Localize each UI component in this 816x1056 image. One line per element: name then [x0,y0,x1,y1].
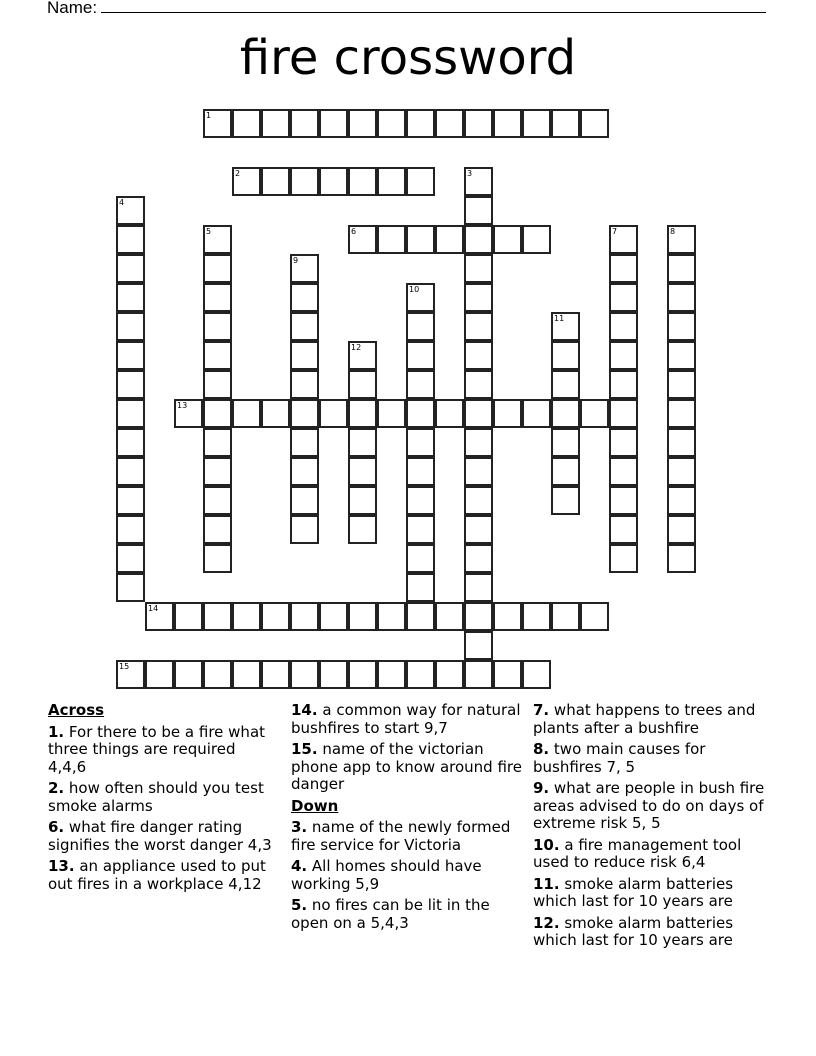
grid-cell[interactable] [406,573,435,602]
grid-cell[interactable] [203,428,232,457]
grid-cell[interactable] [464,660,493,689]
clue-down-9: 9. what are people in bush fire areas advised to do on days of extreme risk 5, 5 [533,779,765,832]
grid-cell[interactable] [232,109,261,138]
grid-cell[interactable] [232,660,261,689]
grid-cell[interactable] [667,225,696,254]
grid-cell[interactable] [493,602,522,631]
grid-cell[interactable] [116,370,145,399]
grid-cell[interactable] [435,225,464,254]
grid-cell[interactable] [290,167,319,196]
grid-cell[interactable] [406,109,435,138]
grid-cell[interactable] [290,370,319,399]
clue-number: 14 [148,604,159,613]
grid-cell[interactable] [290,109,319,138]
grid-cell[interactable] [609,486,638,515]
grid-cell[interactable] [609,399,638,428]
grid-cell[interactable] [493,225,522,254]
grid-cell[interactable] [290,341,319,370]
grid-cell[interactable] [203,283,232,312]
clue-number: 1 [206,111,212,120]
clue-down-10: 10. a fire management tool used to reduce risk 6,4 [533,835,742,871]
grid-cell[interactable] [348,486,377,515]
clue-number: 12 [351,343,362,352]
grid-cell[interactable] [667,486,696,515]
grid-cell[interactable] [145,602,174,631]
clue-number: 4 [119,198,125,207]
grid-cell[interactable] [551,109,580,138]
grid-cell[interactable] [261,399,290,428]
grid-cell[interactable] [609,312,638,341]
grid-cell[interactable] [551,428,580,457]
grid-cell[interactable] [464,544,493,573]
grid-cell[interactable] [551,370,580,399]
grid-cell[interactable] [551,312,580,341]
clue-down-4: 4. All homes should have working 5,9 [291,857,482,893]
grid-cell[interactable] [290,254,319,283]
grid-cell[interactable] [348,660,377,689]
grid-cell[interactable] [261,167,290,196]
grid-cell[interactable] [464,573,493,602]
grid-cell[interactable] [261,109,290,138]
grid-cell[interactable] [522,225,551,254]
grid-cell[interactable] [609,283,638,312]
across-heading: Across [48,701,105,719]
grid-cell[interactable] [464,341,493,370]
grid-cell[interactable] [116,254,145,283]
grid-cell[interactable] [290,660,319,689]
grid-cell[interactable] [580,109,609,138]
grid-cell[interactable] [319,660,348,689]
grid-cell[interactable] [406,341,435,370]
grid-cell[interactable] [464,631,493,660]
grid-cell[interactable] [464,399,493,428]
clue-down-8: 8. two main causes for bushfires 7, 5 [533,740,706,776]
grid-cell[interactable] [290,312,319,341]
grid-cell[interactable] [667,341,696,370]
grid-cell[interactable] [435,109,464,138]
grid-cell[interactable] [667,370,696,399]
grid-cell[interactable] [406,312,435,341]
grid-cell[interactable] [203,486,232,515]
grid-cell[interactable] [435,660,464,689]
grid-cell[interactable] [406,225,435,254]
grid-cell[interactable] [406,544,435,573]
grid-cell[interactable] [464,602,493,631]
grid-cell[interactable] [464,109,493,138]
clue-number: 13 [177,401,188,410]
grid-cell[interactable] [667,544,696,573]
grid-cell[interactable] [377,109,406,138]
clue-across-13: 13. an appliance used to put out fires in a workplace 4,12 [48,857,266,893]
clue-down-7: 7. what happens to trees and plants after a bushfire [533,701,756,737]
grid-cell[interactable] [406,428,435,457]
clue-across-14: 14. a common way for natural bushfires to start 9,7 [291,701,521,737]
grid-cell[interactable] [116,573,145,602]
clue-down-12: 12. smoke alarm batteries which last for 10 years are [533,913,734,949]
grid-cell[interactable] [232,602,261,631]
grid-cell[interactable] [116,196,145,225]
grid-cell[interactable] [174,602,203,631]
grid-cell[interactable] [464,283,493,312]
grid-cell[interactable] [493,660,522,689]
clue-across-2: 2. how often should you test smoke alarms [48,779,264,815]
grid-cell[interactable] [522,399,551,428]
grid-cell[interactable] [203,109,232,138]
grid-cell[interactable] [464,515,493,544]
grid-cell[interactable] [261,602,290,631]
clues-column-3 [533,702,769,954]
clue-number: 8 [670,227,676,236]
grid-cell[interactable] [203,457,232,486]
grid-cell[interactable] [464,312,493,341]
grid-cell[interactable] [406,283,435,312]
grid-cell[interactable] [319,167,348,196]
grid-cell[interactable] [116,515,145,544]
grid-cell[interactable] [348,428,377,457]
grid-cell[interactable] [116,399,145,428]
grid-cell[interactable] [203,399,232,428]
grid-cell[interactable] [203,341,232,370]
clue-number: 15 [119,662,130,671]
grid-cell[interactable] [203,660,232,689]
grid-cell[interactable] [232,399,261,428]
grid-cell[interactable] [116,457,145,486]
grid-cell[interactable] [522,109,551,138]
grid-cell[interactable] [174,660,203,689]
grid-cell[interactable] [116,428,145,457]
grid-cell[interactable] [116,544,145,573]
grid-cell[interactable] [609,341,638,370]
grid-cell[interactable] [609,370,638,399]
clue-number: 11 [554,314,565,323]
grid-cell[interactable] [290,399,319,428]
grid-cell[interactable] [377,602,406,631]
grid-cell[interactable] [174,399,203,428]
grid-cell[interactable] [145,660,174,689]
grid-cell[interactable] [609,428,638,457]
clues-column-1 [48,702,278,897]
clue-across-6: 6. what fire danger rating signifies the worst danger 4,3 [48,818,272,854]
grid-cell[interactable] [203,602,232,631]
grid-cell[interactable] [667,283,696,312]
grid-cell[interactable] [406,515,435,544]
grid-cell[interactable] [116,225,145,254]
grid-cell[interactable] [232,167,261,196]
grid-cell[interactable] [464,428,493,457]
grid-cell[interactable] [377,225,406,254]
clue-number: 6 [351,227,357,236]
grid-cell[interactable] [116,660,145,689]
grid-cell[interactable] [290,283,319,312]
grid-cell[interactable] [551,399,580,428]
clue-down-11: 11. smoke alarm batteries which last for 10 years are [533,874,734,910]
grid-cell[interactable] [464,225,493,254]
grid-cell[interactable] [290,602,319,631]
clue-number: 2 [235,169,241,178]
grid-cell[interactable] [667,515,696,544]
grid-cell[interactable] [348,341,377,370]
grid-cell[interactable] [493,399,522,428]
grid-cell[interactable] [348,457,377,486]
grid-cell[interactable] [261,660,290,689]
grid-cell[interactable] [116,312,145,341]
grid-cell[interactable] [609,225,638,254]
grid-cell[interactable] [667,312,696,341]
grid-cell[interactable] [551,486,580,515]
grid-cell[interactable] [580,399,609,428]
grid-cell[interactable] [406,486,435,515]
grid-cell[interactable] [203,312,232,341]
grid-cell[interactable] [319,602,348,631]
grid-cell[interactable] [609,515,638,544]
clue-number: 5 [206,227,212,236]
clues-column-2 [291,702,527,936]
grid-cell[interactable] [203,254,232,283]
down-heading: Down [291,796,339,815]
grid-cell[interactable] [319,399,348,428]
clue-down-5: 5. no fires can be lit in the open on a 5,4,3 [291,896,490,932]
grid-cell[interactable] [290,457,319,486]
grid-cell[interactable] [348,399,377,428]
grid-cell[interactable] [203,515,232,544]
grid-cell[interactable] [377,660,406,689]
grid-cell[interactable] [435,399,464,428]
grid-cell[interactable] [522,660,551,689]
grid-cell[interactable] [406,660,435,689]
grid-cell[interactable] [290,515,319,544]
grid-cell[interactable] [203,544,232,573]
grid-cell[interactable] [116,341,145,370]
clue-number: 3 [467,169,473,178]
grid-cell[interactable] [464,196,493,225]
grid-cell[interactable] [406,370,435,399]
grid-cell[interactable] [406,399,435,428]
grid-cell[interactable] [551,602,580,631]
page-title: fire crossword [239,30,577,86]
name-label: Name: [47,0,98,17]
grid-cell[interactable] [464,254,493,283]
grid-cell[interactable] [116,283,145,312]
grid-cell[interactable] [348,167,377,196]
clue-across-15: 15. name of the victorian phone app to know around fire danger [291,740,522,793]
grid-cell[interactable] [522,602,551,631]
grid-cell[interactable] [406,602,435,631]
grid-cell[interactable] [609,457,638,486]
grid-cell[interactable] [551,341,580,370]
grid-cell[interactable] [464,370,493,399]
grid-cell[interactable] [464,167,493,196]
grid-cell[interactable] [116,486,145,515]
grid-cell[interactable] [406,167,435,196]
grid-cell[interactable] [203,370,232,399]
grid-cell[interactable] [348,515,377,544]
grid-cell[interactable] [377,399,406,428]
grid-cell[interactable] [667,399,696,428]
grid-cell[interactable] [348,370,377,399]
grid-cell[interactable] [551,457,580,486]
grid-cell[interactable] [609,544,638,573]
grid-cell[interactable] [319,109,348,138]
grid-cell[interactable] [377,167,406,196]
clue-number: 9 [293,256,299,265]
grid-cell[interactable] [406,457,435,486]
grid-cell[interactable] [667,428,696,457]
clue-down-3: 3. name of the newly formed fire service for Victoria [291,818,511,854]
grid-cell[interactable] [493,109,522,138]
grid-cell[interactable] [290,486,319,515]
clue-number: 7 [612,227,618,236]
grid-cell[interactable] [348,602,377,631]
grid-cell[interactable] [580,602,609,631]
grid-cell[interactable] [667,457,696,486]
grid-cell[interactable] [667,254,696,283]
grid-cell[interactable] [203,225,232,254]
grid-cell[interactable] [609,254,638,283]
grid-cell[interactable] [464,457,493,486]
grid-cell[interactable] [348,109,377,138]
grid-cell[interactable] [435,602,464,631]
grid-cell[interactable] [348,225,377,254]
clue-across-1: 1. For there to be a fire what three things are required 4,4,6 [48,722,266,776]
grid-cell[interactable] [464,486,493,515]
clue-number: 10 [409,285,420,294]
grid-cell[interactable] [290,428,319,457]
